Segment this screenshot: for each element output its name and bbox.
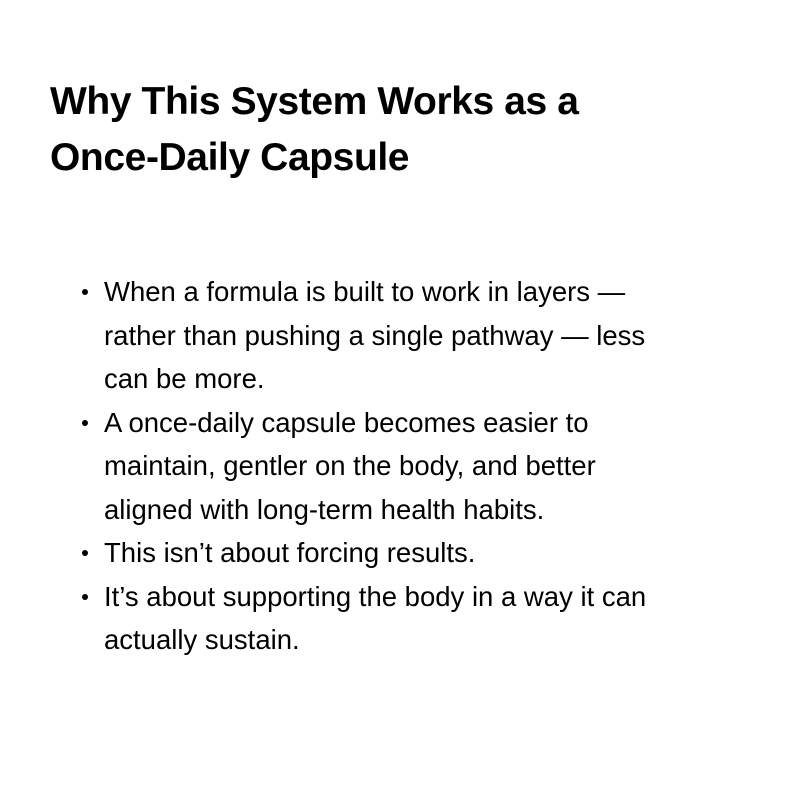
bullet-text-line: When a formula is built to work in layers — (104, 276, 626, 307)
bullet-item (82, 575, 742, 662)
bullet-text-line: actually sustain. (104, 624, 300, 655)
bullet-item (82, 270, 742, 401)
bullet-icon (82, 594, 88, 600)
page-heading (50, 74, 750, 186)
bullet-icon (82, 289, 88, 295)
heading-line: Why This System Works as a (50, 80, 579, 123)
bullet-text-line: rather than pushing a single pathway — less (104, 319, 646, 351)
bullet-item (82, 531, 742, 575)
bullet-icon (82, 420, 88, 426)
bullet-text-line: A once-daily capsule becomes easier to (104, 406, 589, 438)
article-content (50, 74, 750, 655)
bullet-text-line: This isn’t about forcing results. (104, 537, 476, 568)
bullet-text-line: It’s about supporting the body in a way it can (104, 580, 647, 612)
bullet-text-line: aligned with long-term health habits. (104, 493, 545, 525)
bullet-text-line: maintain, gentler on the body, and better (104, 450, 596, 481)
bullet-list (82, 270, 742, 662)
bullet-item (82, 401, 742, 532)
bullet-icon (82, 550, 88, 556)
heading-line: Once-Daily Capsule (50, 136, 410, 179)
bullet-text-line: can be more. (104, 363, 265, 394)
